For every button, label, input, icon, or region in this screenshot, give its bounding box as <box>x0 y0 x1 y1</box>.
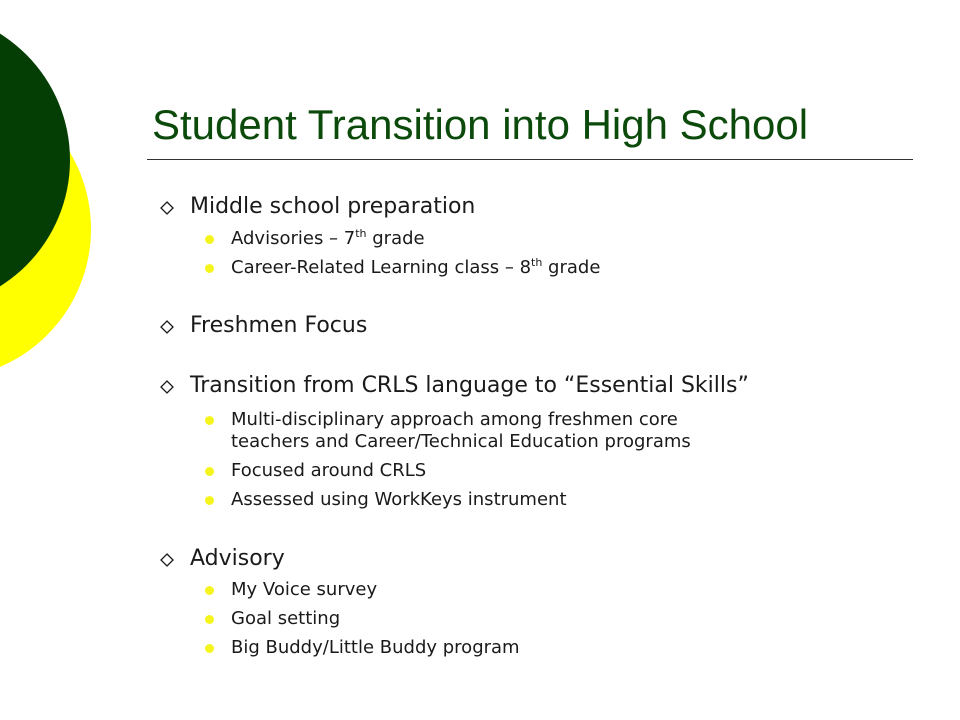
item-tail: grade <box>542 257 601 278</box>
item-text: Goal setting <box>231 608 341 629</box>
section-heading: Freshmen Focus <box>190 313 368 338</box>
hollow-diamond-icon <box>160 380 174 394</box>
yellow-dot-icon <box>205 416 214 425</box>
yellow-dot-icon <box>205 586 214 595</box>
item-superscript: th <box>531 256 543 269</box>
hollow-diamond-icon <box>160 201 174 215</box>
item-text-line-1: Multi-disciplinary approach among freshmen core <box>231 409 678 430</box>
item-text-line-2: teachers and Career/Technical Education programs <box>231 431 691 452</box>
slide-title: Student Transition into High School <box>152 101 809 148</box>
section-heading: Middle school preparation <box>190 194 476 219</box>
item-text: Advisories – 7 <box>231 228 356 249</box>
item-tail: grade <box>366 228 425 249</box>
hollow-diamond-icon <box>160 553 174 567</box>
item-text: Focused around CRLS <box>231 460 427 481</box>
yellow-dot-icon <box>205 235 214 244</box>
yellow-dot-icon <box>205 615 214 624</box>
section-heading: Transition from CRLS language to “Essential Skills” <box>190 373 749 398</box>
item-text: Big Buddy/Little Buddy program <box>231 637 520 658</box>
item-text: Career-Related Learning class – 8 <box>231 257 532 278</box>
hollow-diamond-icon <box>160 320 174 334</box>
yellow-dot-icon <box>205 496 214 505</box>
yellow-dot-icon <box>205 644 214 653</box>
item-text: Assessed using WorkKeys instrument <box>231 489 567 510</box>
section-heading: Advisory <box>190 546 285 571</box>
yellow-dot-icon <box>205 264 214 273</box>
item-text: My Voice survey <box>231 579 378 600</box>
item-superscript: th <box>355 227 367 240</box>
yellow-dot-icon <box>205 467 214 476</box>
